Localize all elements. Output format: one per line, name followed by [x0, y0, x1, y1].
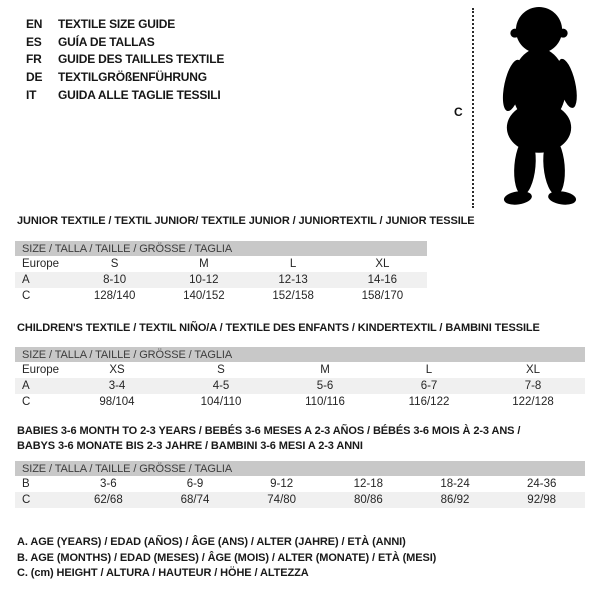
- babies-size-header-bar: SIZE / TALLA / TAILLE / GRÖSSE / TAGLIA: [15, 461, 585, 476]
- language-row-en: [26, 15, 224, 33]
- height-cell: 110/116: [305, 396, 345, 408]
- language-code: FR: [26, 52, 42, 67]
- age-cell: 14-16: [367, 274, 398, 286]
- table-row-europe: [15, 362, 585, 378]
- row-label: Europe: [22, 364, 60, 376]
- babies-title-line1: BABIES 3-6 MONTH TO 2-3 YEARS / BEBÉS 3-6 MESES A 2-3 AÑOS / BÉBÉS 3-6 MOIS À 2-3 ANS /: [17, 425, 521, 437]
- height-cell: 116/122: [408, 396, 450, 408]
- height-cell: 62/68: [93, 494, 123, 506]
- height-cell: 68/74: [180, 494, 210, 506]
- language-title: GUÍA DE TALLAS: [58, 34, 155, 49]
- height-cell: 152/158: [272, 290, 314, 302]
- language-title: GUIDE DES TAILLES TEXTILE: [58, 52, 225, 67]
- size-cell: S: [217, 364, 225, 376]
- age-cell: 3-4: [108, 380, 126, 392]
- row-label: Europe: [22, 258, 60, 270]
- age-cell: 4-5: [212, 380, 230, 392]
- height-cell: 74/80: [267, 494, 297, 506]
- table-row-height: [15, 394, 585, 410]
- age-cell: 5-6: [316, 380, 334, 392]
- size-cell: L: [425, 364, 433, 376]
- height-cell: 98/104: [99, 396, 135, 408]
- junior-section-title: JUNIOR TEXTILE / TEXTIL JUNIOR/ TEXTILE JUNIOR / JUNIORTEXTIL / JUNIOR TESSILE: [17, 215, 475, 227]
- table-row-europe: [15, 256, 427, 272]
- height-cell: 80/86: [353, 494, 383, 506]
- height-cell: 122/128: [512, 396, 554, 408]
- age-cell: 10-12: [189, 274, 219, 286]
- age-cell: 12-13: [278, 274, 308, 286]
- language-code: IT: [26, 87, 37, 102]
- baby-silhouette-image: [481, 3, 593, 209]
- height-cell: 92/98: [527, 494, 557, 506]
- table-row-age: [15, 272, 427, 288]
- language-code: DE: [26, 69, 43, 84]
- height-measure-dotted-line: [472, 8, 474, 208]
- legend-line-a: A. AGE (YEARS) / EDAD (AÑOS) / ÂGE (ANS) / ALTER (JAHRE) / ETÀ (ANNI): [17, 536, 406, 548]
- language-list: [26, 15, 224, 103]
- babies-size-table: [15, 461, 585, 508]
- row-label: A: [22, 380, 30, 392]
- table-row-age: [15, 378, 585, 394]
- legend: [17, 535, 436, 582]
- size-cell: XL: [525, 364, 541, 376]
- age-cell: 3-6: [100, 478, 117, 490]
- legend-line-c: C. (cm) HEIGHT / ALTURA / HAUTEUR / HÖHE / ALTEZZA: [17, 567, 309, 580]
- age-cell: 12-18: [353, 478, 384, 490]
- height-marker-label: C: [454, 105, 463, 119]
- table-row-age-months: [15, 476, 585, 492]
- size-cell: S: [110, 258, 119, 270]
- age-cell: 24-36: [526, 478, 557, 490]
- size-cell: L: [289, 258, 297, 270]
- language-row-de: [26, 68, 224, 86]
- language-row-fr: [26, 50, 224, 68]
- row-label: C: [22, 290, 31, 302]
- language-row-it: [26, 86, 224, 104]
- size-cell: M: [320, 364, 330, 376]
- babies-title-line2: BABYS 3-6 MONATE BIS 2-3 JAHRE / BAMBINI 3-6 MESI A 2-3 ANNI: [17, 440, 363, 452]
- language-title: TEXTILGRÖßENFÜHRUNG: [58, 69, 207, 84]
- height-cell: 104/110: [200, 396, 242, 408]
- children-size-header-bar: SIZE / TALLA / TAILLE / GRÖSSE / TAGLIA: [15, 347, 585, 362]
- row-label: C: [22, 494, 31, 506]
- row-label: B: [22, 478, 30, 490]
- legend-line-b: B. AGE (MONTHS) / EDAD (MESES) / ÂGE (MOIS) / ALTER (MONATE) / ETÀ (MESI): [17, 551, 437, 564]
- children-section-title: CHILDREN'S TEXTILE / TEXTIL NIÑO/A / TEXTILE DES ENFANTS / KINDERTEXTIL / BAMBINI TESSILE: [17, 322, 540, 334]
- age-cell: 8-10: [103, 274, 127, 286]
- age-cell: 18-24: [440, 478, 470, 490]
- height-cell: 86/92: [440, 494, 470, 506]
- height-cell: 128/140: [93, 290, 136, 302]
- table-row-height: [15, 492, 585, 508]
- age-cell: 9-12: [270, 478, 294, 490]
- age-cell: 7-8: [524, 380, 542, 392]
- table-row-height: [15, 288, 427, 304]
- row-label: C: [22, 396, 31, 408]
- junior-size-header-bar: SIZE / TALLA / TAILLE / GRÖSSE / TAGLIA: [15, 241, 427, 256]
- height-cell: 140/152: [183, 290, 225, 302]
- height-cell: 158/170: [361, 290, 404, 302]
- language-title: TEXTILE SIZE GUIDE: [58, 16, 176, 31]
- age-cell: 6-9: [186, 478, 204, 490]
- row-label: A: [22, 274, 30, 286]
- junior-size-table: [15, 241, 427, 304]
- size-cell: M: [199, 258, 209, 270]
- size-cell: XL: [375, 258, 390, 270]
- children-size-table: [15, 347, 585, 410]
- babies-section-title: [17, 424, 520, 454]
- age-cell: 6-7: [420, 380, 438, 392]
- language-title: GUIDA ALLE TAGLIE TESSILI: [58, 87, 221, 102]
- language-code: ES: [26, 34, 42, 49]
- size-cell: XS: [109, 364, 125, 376]
- language-row-es: [26, 33, 224, 51]
- language-code: EN: [26, 16, 43, 31]
